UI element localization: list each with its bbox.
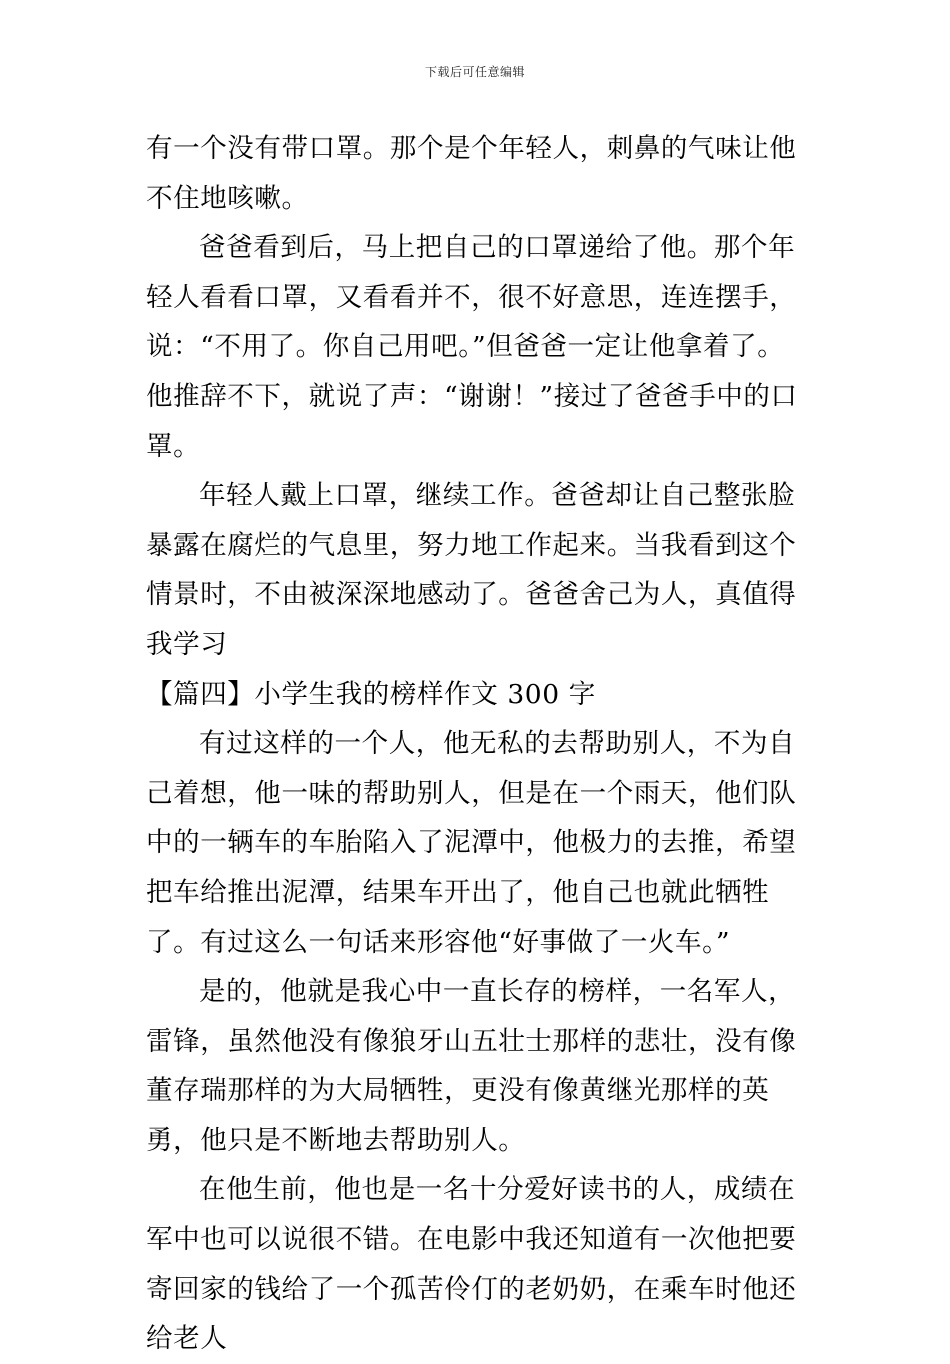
document-body — [146, 124, 808, 1364]
paragraph-continuation: 有一个没有带口罩。那个是个年轻人，刺鼻的气味让他不住地咳嗽。 — [146, 133, 797, 214]
paragraph: 在他生前，他也是一名十分爱好读书的人，成绩在军中也可以说很不错。在电影中我还知道有一次他把要寄回家的钱给了一个孤苦伶仃的老奶奶，在乘车时他还给老人 — [146, 1174, 797, 1355]
paragraph: 年轻人戴上口罩，继续工作。爸爸却让自己整张脸暴露在腐烂的气息里，努力地工作起来。当我看到这个情景时，不由被深深地感动了。爸爸舍己为人，真值得我学习 — [146, 480, 797, 660]
paragraph: 是的，他就是我心中一直长存的榜样，一名军人，雷锋，虽然他没有像狼牙山五壮士那样的悲壮，没有像董存瑞那样的为大局牺牲，更没有像黄继光那样的英勇，他只是不断地去帮助别人。 — [146, 976, 797, 1156]
page-header-note: 下载后可任意编辑 — [424, 65, 525, 79]
paragraph: 有过这样的一个人，他无私的去帮助别人，不为自己着想，他一味的帮助别人，但是在一个雨天，他们队中的一辆车的车胎陷入了泥潭中，他极力的去推，希望把车给推出泥潭，结果车开出了，他自己也就此牺牲了。有过这么一句话来形容他“好事做了一火车。” — [146, 728, 797, 958]
paragraph: 爸爸看到后，马上把自己的口罩递给了他。那个年轻人看看口罩，又看看并不，很不好意思，连连摆手，说：“不用了。你自己用吧。”但爸爸一定让他拿着了。他推辞不下，就说了声：“谢谢！”接过了爸爸手中的口罩。 — [146, 232, 798, 462]
section-heading: 【篇四】小学生我的榜样作文 300 字 — [146, 678, 596, 710]
